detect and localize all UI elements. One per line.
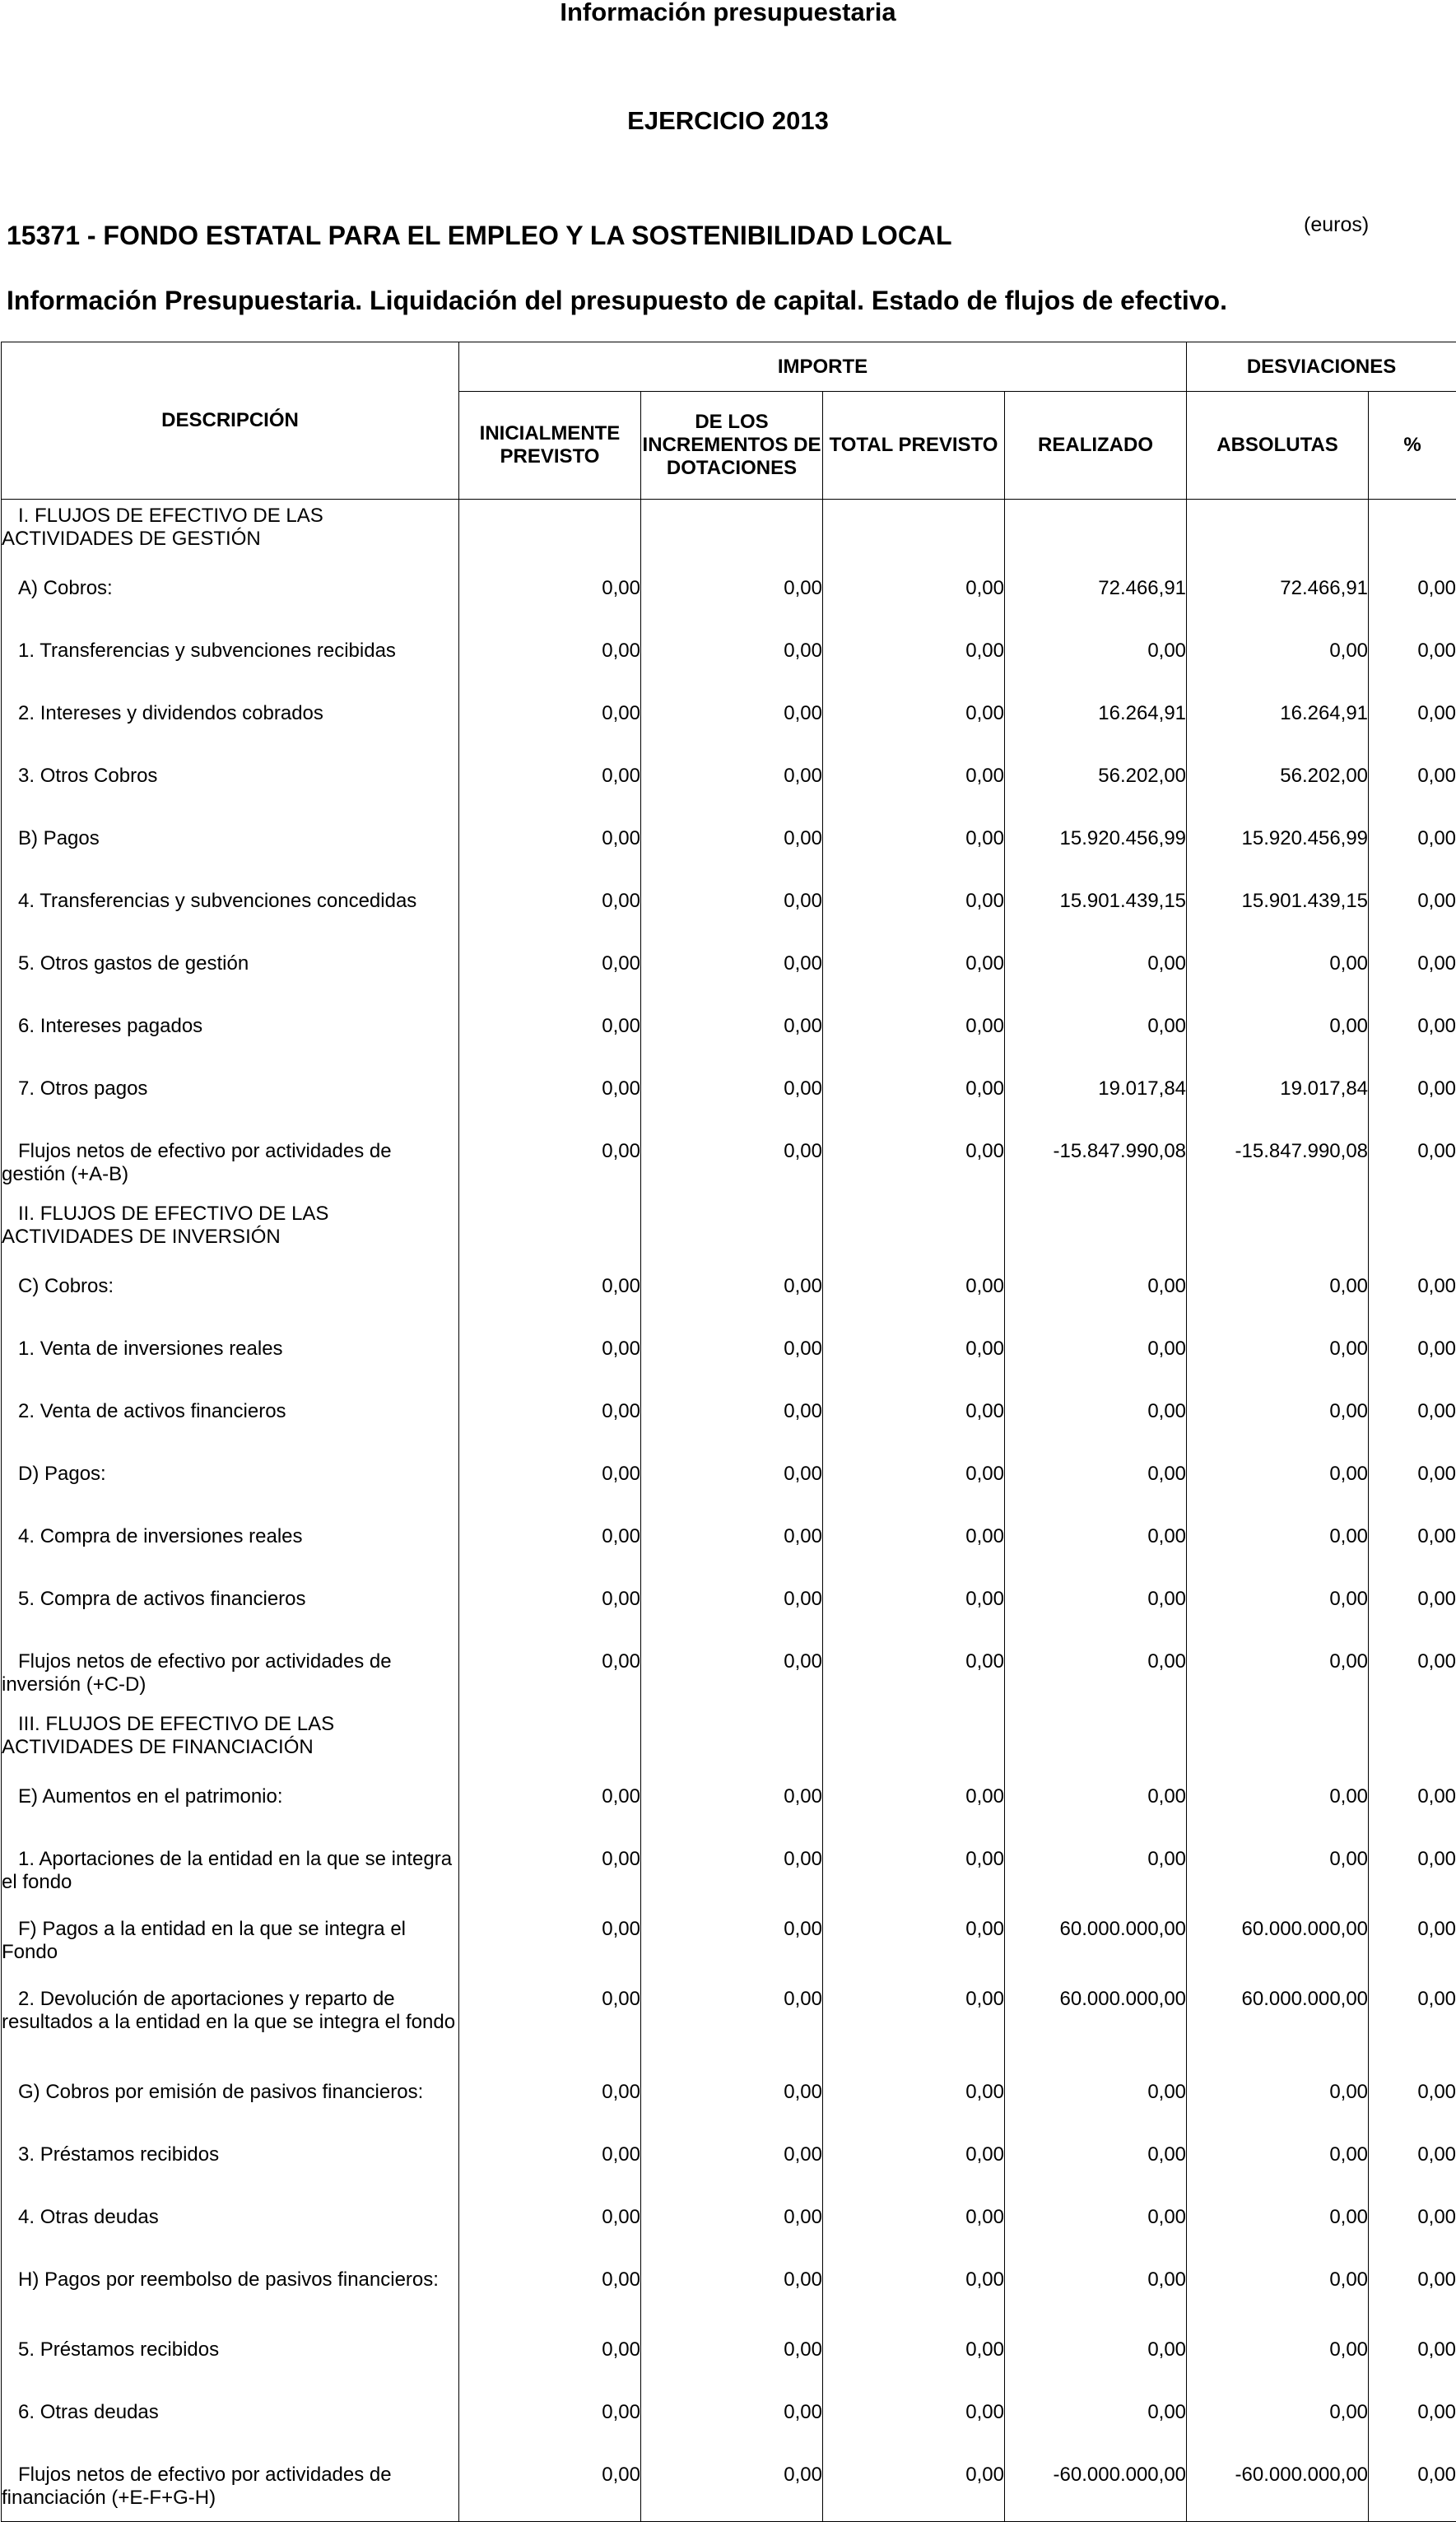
cell-absolutas: 0,00	[1187, 1325, 1369, 1388]
cell-pct: 0,00	[1369, 627, 1456, 690]
cell-absolutas: 0,00	[1187, 2256, 1369, 2326]
row-description-text: 5. Préstamos recibidos	[18, 2338, 219, 2361]
cell-inicialmente-previsto	[459, 500, 641, 565]
cell-pct: 0,00	[1369, 2256, 1456, 2326]
cell-pct: 0,00	[1369, 1003, 1456, 1065]
cell-realizado	[1005, 1708, 1187, 1773]
cell-realizado: 0,00	[1005, 2194, 1187, 2256]
cell-realizado: 0,00	[1005, 2256, 1187, 2326]
cell-pct: 0,00	[1369, 1263, 1456, 1325]
cell-incrementos	[641, 500, 823, 565]
cell-incrementos: 0,00	[641, 1450, 823, 1513]
cell-total-previsto: 0,00	[823, 1975, 1005, 2068]
row-description-text: 3. Otros Cobros	[18, 765, 157, 787]
cell-total-previsto: 0,00	[823, 1065, 1005, 1128]
cell-pct: 0,00	[1369, 1325, 1456, 1388]
row-description-text: Flujos netos de efectivo por actividades de inversión (+C-D)	[2, 1650, 392, 1696]
cell-realizado	[1005, 500, 1187, 565]
row-description	[2, 2131, 459, 2194]
table-row	[2, 1905, 1456, 1975]
cell-total-previsto: 0,00	[823, 1905, 1005, 1975]
row-description	[2, 1003, 459, 1065]
cell-inicialmente-previsto: 0,00	[459, 2389, 641, 2451]
table-row	[2, 1773, 1456, 1836]
cell-total-previsto: 0,00	[823, 2256, 1005, 2326]
cell-inicialmente-previsto: 0,00	[459, 1388, 641, 1450]
cell-inicialmente-previsto: 0,00	[459, 565, 641, 627]
cell-incrementos: 0,00	[641, 1065, 823, 1128]
cell-inicialmente-previsto: 0,00	[459, 1638, 641, 1708]
cell-absolutas: 0,00	[1187, 2194, 1369, 2256]
table-row	[2, 1065, 1456, 1128]
row-description-text: 1. Aportaciones de la entidad en la que se integra el fondo	[2, 1848, 452, 1893]
cell-incrementos: 0,00	[641, 1575, 823, 1638]
cell-pct: 0,00	[1369, 2326, 1456, 2389]
row-description	[2, 1638, 459, 1708]
cell-total-previsto	[823, 500, 1005, 565]
cell-total-previsto: 0,00	[823, 1836, 1005, 1905]
table-row	[2, 2194, 1456, 2256]
cell-absolutas: -60.000.000,00	[1187, 2451, 1369, 2522]
row-description	[2, 500, 459, 565]
row-description	[2, 627, 459, 690]
fiscal-year-heading: EJERCICIO 2013	[0, 107, 1456, 135]
table-row	[2, 690, 1456, 752]
cell-total-previsto: 0,00	[823, 1450, 1005, 1513]
cell-inicialmente-previsto: 0,00	[459, 1905, 641, 1975]
row-description	[2, 565, 459, 627]
cell-total-previsto: 0,00	[823, 1263, 1005, 1325]
cell-inicialmente-previsto: 0,00	[459, 1450, 641, 1513]
cell-realizado: 0,00	[1005, 1836, 1187, 1905]
cell-inicialmente-previsto: 0,00	[459, 1513, 641, 1575]
row-description-text: 5. Otros gastos de gestión	[18, 952, 249, 975]
cell-inicialmente-previsto: 0,00	[459, 940, 641, 1003]
cell-absolutas	[1187, 1198, 1369, 1263]
col-header-inicialmente-previsto: INICIALMENTE PREVISTO	[459, 392, 641, 500]
table-row	[2, 877, 1456, 940]
cell-pct: 0,00	[1369, 565, 1456, 627]
cell-inicialmente-previsto: 0,00	[459, 1975, 641, 2068]
row-description-text: G) Cobros por emisión de pasivos financieros:	[18, 2081, 423, 2103]
cell-total-previsto: 0,00	[823, 1513, 1005, 1575]
row-description	[2, 2256, 459, 2326]
row-description-text: H) Pagos por reembolso de pasivos financieros:	[18, 2268, 439, 2291]
cell-total-previsto: 0,00	[823, 940, 1005, 1003]
cell-realizado: -15.847.990,08	[1005, 1128, 1187, 1198]
cell-total-previsto	[823, 1708, 1005, 1773]
col-header-incrementos: DE LOS INCREMENTOS DE DOTACIONES	[641, 392, 823, 500]
cell-realizado: 15.920.456,99	[1005, 815, 1187, 877]
row-description-text: Flujos netos de efectivo por actividades de gestión (+A-B)	[2, 1140, 392, 1185]
cell-pct: 0,00	[1369, 752, 1456, 815]
table-row	[2, 2451, 1456, 2522]
cell-pct: 0,00	[1369, 1638, 1456, 1708]
row-description	[2, 1905, 459, 1975]
row-description-text: III. FLUJOS DE EFECTIVO DE LAS ACTIVIDADES DE FINANCIACIÓN	[2, 1713, 334, 1758]
cell-inicialmente-previsto: 0,00	[459, 1003, 641, 1065]
cell-absolutas: 60.000.000,00	[1187, 1905, 1369, 1975]
row-description-text: 4. Otras deudas	[18, 2206, 159, 2228]
cell-absolutas: 0,00	[1187, 1836, 1369, 1905]
row-description-text: 5. Compra de activos financieros	[18, 1588, 306, 1610]
cell-realizado: 0,00	[1005, 2326, 1187, 2389]
cell-inicialmente-previsto: 0,00	[459, 1773, 641, 1836]
cell-absolutas: 0,00	[1187, 1575, 1369, 1638]
document-title: Información presupuestaria	[0, 0, 1456, 25]
row-description-text: C) Cobros:	[18, 1275, 114, 1297]
cell-realizado: 0,00	[1005, 940, 1187, 1003]
cell-inicialmente-previsto: 0,00	[459, 1575, 641, 1638]
cell-incrementos: 0,00	[641, 2256, 823, 2326]
cell-pct: 0,00	[1369, 1836, 1456, 1905]
cell-total-previsto: 0,00	[823, 2451, 1005, 2522]
row-description	[2, 877, 459, 940]
table-row	[2, 752, 1456, 815]
table-row	[2, 940, 1456, 1003]
cell-total-previsto: 0,00	[823, 815, 1005, 877]
table-row	[2, 2068, 1456, 2131]
cell-pct: 0,00	[1369, 1773, 1456, 1836]
entity-heading: 15371 - FONDO ESTATAL PARA EL EMPLEO Y LA SOSTENIBILIDAD LOCAL	[7, 221, 952, 250]
cell-inicialmente-previsto: 0,00	[459, 752, 641, 815]
cell-absolutas: 0,00	[1187, 2131, 1369, 2194]
cell-incrementos: 0,00	[641, 1975, 823, 2068]
row-description	[2, 2194, 459, 2256]
table-row	[2, 2389, 1456, 2451]
cell-absolutas: -15.847.990,08	[1187, 1128, 1369, 1198]
cell-pct: 0,00	[1369, 690, 1456, 752]
cell-pct: 0,00	[1369, 2194, 1456, 2256]
cell-pct: 0,00	[1369, 1513, 1456, 1575]
cell-incrementos: 0,00	[641, 1128, 823, 1198]
cell-incrementos	[641, 1708, 823, 1773]
cell-absolutas: 15.920.456,99	[1187, 815, 1369, 877]
cell-absolutas: 0,00	[1187, 1513, 1369, 1575]
cell-incrementos: 0,00	[641, 627, 823, 690]
cell-realizado: -60.000.000,00	[1005, 2451, 1187, 2522]
cell-pct	[1369, 500, 1456, 565]
row-description-text: 4. Compra de inversiones reales	[18, 1525, 303, 1547]
col-header-descripcion: DESCRIPCIÓN	[2, 342, 459, 500]
cell-total-previsto: 0,00	[823, 2068, 1005, 2131]
row-description	[2, 1773, 459, 1836]
cash-flow-table	[1, 342, 1456, 2522]
col-header-absolutas: ABSOLUTAS	[1187, 392, 1369, 500]
row-description	[2, 1708, 459, 1773]
cell-absolutas: 56.202,00	[1187, 752, 1369, 815]
cell-inicialmente-previsto: 0,00	[459, 1065, 641, 1128]
col-header-realizado: REALIZADO	[1005, 392, 1187, 500]
row-description-text: 2. Devolución de aportaciones y reparto de resultados a la entidad en la que se integra el fondo	[2, 1988, 455, 2033]
cell-realizado: 0,00	[1005, 627, 1187, 690]
cell-absolutas: 0,00	[1187, 2068, 1369, 2131]
row-description-text: I. FLUJOS DE EFECTIVO DE LAS ACTIVIDADES DE GESTIÓN	[2, 505, 323, 550]
cell-inicialmente-previsto: 0,00	[459, 2068, 641, 2131]
cell-realizado: 0,00	[1005, 2389, 1187, 2451]
cell-realizado: 15.901.439,15	[1005, 877, 1187, 940]
cell-realizado: 0,00	[1005, 1325, 1187, 1388]
col-group-desviaciones: DESVIACIONES	[1187, 342, 1456, 392]
cell-incrementos: 0,00	[641, 1325, 823, 1388]
cell-inicialmente-previsto: 0,00	[459, 690, 641, 752]
row-description	[2, 2068, 459, 2131]
cell-absolutas	[1187, 500, 1369, 565]
cell-total-previsto: 0,00	[823, 690, 1005, 752]
table-row	[2, 1388, 1456, 1450]
cell-total-previsto: 0,00	[823, 627, 1005, 690]
cell-absolutas: 0,00	[1187, 1773, 1369, 1836]
cell-total-previsto: 0,00	[823, 565, 1005, 627]
table-body	[2, 500, 1456, 2522]
row-description	[2, 1198, 459, 1263]
cell-pct: 0,00	[1369, 1065, 1456, 1128]
cell-realizado: 0,00	[1005, 2068, 1187, 2131]
cell-pct: 0,00	[1369, 877, 1456, 940]
table-row	[2, 1450, 1456, 1513]
col-header-pct: %	[1369, 392, 1456, 500]
row-description	[2, 1128, 459, 1198]
cell-total-previsto: 0,00	[823, 877, 1005, 940]
cell-inicialmente-previsto: 0,00	[459, 1836, 641, 1905]
cell-incrementos	[641, 1198, 823, 1263]
cell-realizado: 0,00	[1005, 1263, 1187, 1325]
cell-total-previsto: 0,00	[823, 1325, 1005, 1388]
cell-total-previsto: 0,00	[823, 1003, 1005, 1065]
cell-incrementos: 0,00	[641, 2389, 823, 2451]
row-description-text: 6. Intereses pagados	[18, 1015, 202, 1037]
cell-incrementos: 0,00	[641, 1388, 823, 1450]
cell-total-previsto	[823, 1198, 1005, 1263]
cell-total-previsto: 0,00	[823, 1388, 1005, 1450]
cell-inicialmente-previsto: 0,00	[459, 1325, 641, 1388]
table-row	[2, 1708, 1456, 1773]
cell-absolutas: 0,00	[1187, 1450, 1369, 1513]
cell-pct: 0,00	[1369, 2068, 1456, 2131]
table-row	[2, 2131, 1456, 2194]
cell-absolutas	[1187, 1708, 1369, 1773]
row-description	[2, 690, 459, 752]
table-row	[2, 1575, 1456, 1638]
cell-realizado: 0,00	[1005, 1388, 1187, 1450]
cell-total-previsto: 0,00	[823, 1773, 1005, 1836]
cell-incrementos: 0,00	[641, 1263, 823, 1325]
cell-pct: 0,00	[1369, 1388, 1456, 1450]
cell-incrementos: 0,00	[641, 1003, 823, 1065]
cell-pct: 0,00	[1369, 1450, 1456, 1513]
table-row	[2, 1325, 1456, 1388]
row-description-text: II. FLUJOS DE EFECTIVO DE LAS ACTIVIDADES DE INVERSIÓN	[2, 1203, 328, 1248]
cell-inicialmente-previsto: 0,00	[459, 815, 641, 877]
cell-total-previsto: 0,00	[823, 2389, 1005, 2451]
cell-incrementos: 0,00	[641, 565, 823, 627]
table-row	[2, 500, 1456, 565]
row-description	[2, 1065, 459, 1128]
cell-incrementos: 0,00	[641, 1905, 823, 1975]
cell-absolutas: 19.017,84	[1187, 1065, 1369, 1128]
cell-pct: 0,00	[1369, 1905, 1456, 1975]
cell-inicialmente-previsto: 0,00	[459, 2326, 641, 2389]
table-row	[2, 2326, 1456, 2389]
cell-realizado: 0,00	[1005, 1638, 1187, 1708]
cell-absolutas: 72.466,91	[1187, 565, 1369, 627]
col-header-total-previsto: TOTAL PREVISTO	[823, 392, 1005, 500]
cell-incrementos: 0,00	[641, 2451, 823, 2522]
row-description	[2, 2326, 459, 2389]
row-description-text: F) Pagos a la entidad en la que se integra el Fondo	[2, 1918, 406, 1963]
row-description-text: Flujos netos de efectivo por actividades de financiación (+E-F+G-H)	[2, 2464, 392, 2509]
row-description	[2, 1836, 459, 1905]
cell-realizado: 0,00	[1005, 1773, 1187, 1836]
row-description-text: 7. Otros pagos	[18, 1077, 147, 1100]
cell-inicialmente-previsto: 0,00	[459, 2194, 641, 2256]
cell-incrementos: 0,00	[641, 1638, 823, 1708]
cell-total-previsto: 0,00	[823, 1575, 1005, 1638]
cell-total-previsto: 0,00	[823, 1638, 1005, 1708]
table-row	[2, 1513, 1456, 1575]
cell-inicialmente-previsto: 0,00	[459, 2256, 641, 2326]
row-description-text: A) Cobros:	[18, 577, 113, 599]
cell-total-previsto: 0,00	[823, 1128, 1005, 1198]
cell-incrementos: 0,00	[641, 815, 823, 877]
cell-pct: 0,00	[1369, 815, 1456, 877]
row-description	[2, 2451, 459, 2522]
cell-total-previsto: 0,00	[823, 2131, 1005, 2194]
cell-pct: 0,00	[1369, 2389, 1456, 2451]
row-description-text: 4. Transferencias y subvenciones concedidas	[18, 890, 416, 912]
cell-realizado: 56.202,00	[1005, 752, 1187, 815]
row-description-text: E) Aumentos en el patrimonio:	[18, 1785, 283, 1808]
table-row	[2, 1128, 1456, 1198]
table-row	[2, 1198, 1456, 1263]
cell-absolutas: 0,00	[1187, 940, 1369, 1003]
cell-inicialmente-previsto	[459, 1198, 641, 1263]
cell-incrementos: 0,00	[641, 690, 823, 752]
row-description	[2, 1450, 459, 1513]
cell-realizado: 0,00	[1005, 1513, 1187, 1575]
row-description	[2, 1575, 459, 1638]
cell-absolutas: 0,00	[1187, 1638, 1369, 1708]
cell-inicialmente-previsto: 0,00	[459, 877, 641, 940]
cell-incrementos: 0,00	[641, 1773, 823, 1836]
row-description	[2, 1263, 459, 1325]
row-description	[2, 1388, 459, 1450]
cell-absolutas: 0,00	[1187, 2326, 1369, 2389]
table-row	[2, 1263, 1456, 1325]
cell-realizado: 0,00	[1005, 1575, 1187, 1638]
cell-realizado: 0,00	[1005, 1450, 1187, 1513]
cell-pct: 0,00	[1369, 2131, 1456, 2194]
table-row	[2, 1975, 1456, 2068]
cell-incrementos: 0,00	[641, 2131, 823, 2194]
cell-absolutas: 0,00	[1187, 2389, 1369, 2451]
cell-realizado: 0,00	[1005, 2131, 1187, 2194]
row-description	[2, 1513, 459, 1575]
cell-absolutas: 16.264,91	[1187, 690, 1369, 752]
cell-absolutas: 0,00	[1187, 1388, 1369, 1450]
row-description	[2, 1975, 459, 2068]
cell-incrementos: 0,00	[641, 1513, 823, 1575]
cell-realizado: 60.000.000,00	[1005, 1905, 1187, 1975]
cell-realizado: 0,00	[1005, 1003, 1187, 1065]
cell-pct: 0,00	[1369, 940, 1456, 1003]
row-description-text: 2. Intereses y dividendos cobrados	[18, 702, 323, 724]
cell-total-previsto: 0,00	[823, 752, 1005, 815]
row-description-text: 2. Venta de activos financieros	[18, 1400, 286, 1422]
cell-absolutas: 0,00	[1187, 1003, 1369, 1065]
cell-absolutas: 0,00	[1187, 627, 1369, 690]
cell-realizado: 72.466,91	[1005, 565, 1187, 627]
row-description-text: 1. Venta de inversiones reales	[18, 1338, 283, 1360]
cell-realizado: 19.017,84	[1005, 1065, 1187, 1128]
row-description-text: B) Pagos	[18, 827, 100, 849]
cell-absolutas: 0,00	[1187, 1263, 1369, 1325]
cell-pct: 0,00	[1369, 1975, 1456, 2068]
row-description	[2, 2389, 459, 2451]
cell-realizado: 16.264,91	[1005, 690, 1187, 752]
row-description	[2, 815, 459, 877]
cell-incrementos: 0,00	[641, 2326, 823, 2389]
table-row	[2, 815, 1456, 877]
cell-incrementos: 0,00	[641, 1836, 823, 1905]
cell-inicialmente-previsto: 0,00	[459, 627, 641, 690]
cell-pct: 0,00	[1369, 2451, 1456, 2522]
cell-inicialmente-previsto	[459, 1708, 641, 1773]
table-row	[2, 565, 1456, 627]
cell-realizado	[1005, 1198, 1187, 1263]
table-row	[2, 2256, 1456, 2326]
cell-absolutas: 60.000.000,00	[1187, 1975, 1369, 2068]
row-description-text: 3. Préstamos recibidos	[18, 2143, 219, 2166]
cell-total-previsto: 0,00	[823, 2194, 1005, 2256]
cell-incrementos: 0,00	[641, 2068, 823, 2131]
cell-pct	[1369, 1708, 1456, 1773]
row-description-text: 6. Otras deudas	[18, 2401, 159, 2423]
row-description	[2, 752, 459, 815]
row-description	[2, 1325, 459, 1388]
cell-incrementos: 0,00	[641, 2194, 823, 2256]
cell-inicialmente-previsto: 0,00	[459, 2451, 641, 2522]
cell-incrementos: 0,00	[641, 877, 823, 940]
cell-pct: 0,00	[1369, 1575, 1456, 1638]
cell-incrementos: 0,00	[641, 752, 823, 815]
table-row	[2, 627, 1456, 690]
row-description-text: D) Pagos:	[18, 1463, 106, 1485]
cell-total-previsto: 0,00	[823, 2326, 1005, 2389]
cell-absolutas: 15.901.439,15	[1187, 877, 1369, 940]
cell-inicialmente-previsto: 0,00	[459, 2131, 641, 2194]
row-description	[2, 940, 459, 1003]
units-label: (euros)	[1304, 212, 1369, 237]
cell-pct	[1369, 1198, 1456, 1263]
cell-pct: 0,00	[1369, 1128, 1456, 1198]
cell-inicialmente-previsto: 0,00	[459, 1263, 641, 1325]
table-row	[2, 1836, 1456, 1905]
cell-realizado: 60.000.000,00	[1005, 1975, 1187, 2068]
table-row	[2, 1003, 1456, 1065]
row-description-text: 1. Transferencias y subvenciones recibidas	[18, 640, 396, 662]
cell-incrementos: 0,00	[641, 940, 823, 1003]
cell-inicialmente-previsto: 0,00	[459, 1128, 641, 1198]
report-subtitle: Información Presupuestaria. Liquidación del presupuesto de capital. Estado de flujos de efectivo.	[7, 286, 1227, 315]
col-group-importe: IMPORTE	[459, 342, 1187, 392]
table-row	[2, 1638, 1456, 1708]
